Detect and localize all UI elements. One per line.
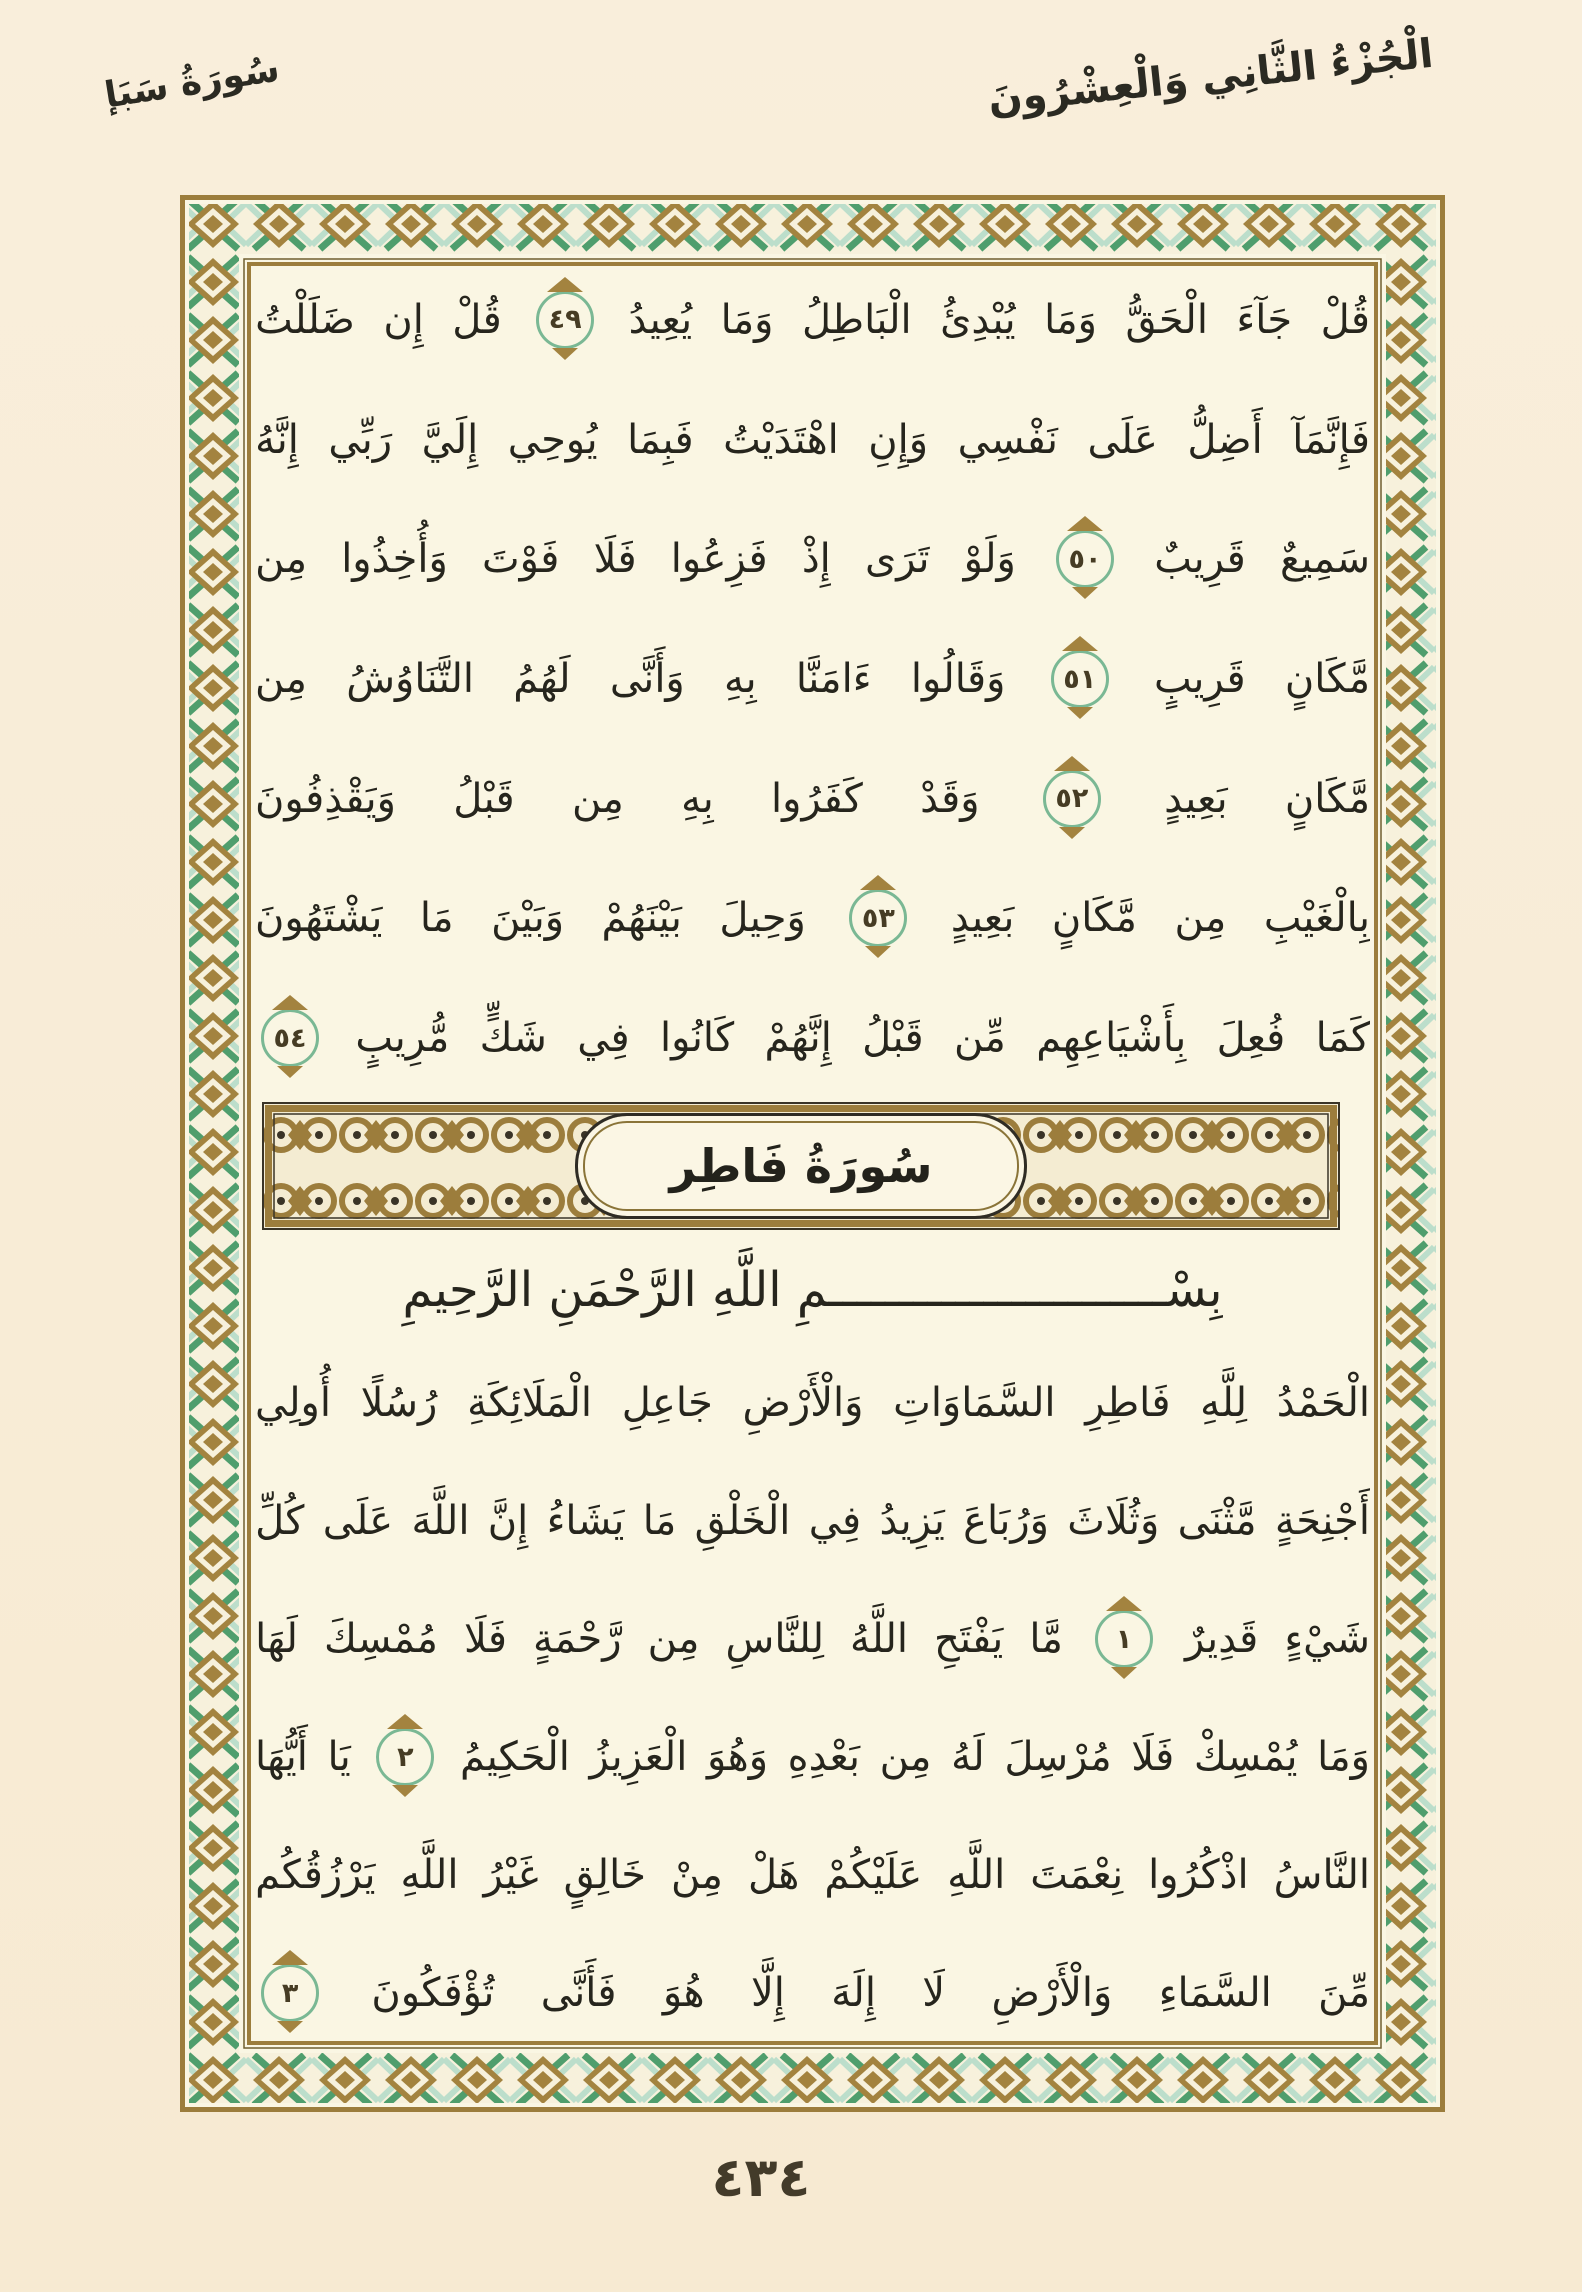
quran-word: قَرِيبٍ — [1154, 656, 1246, 703]
ayah-marker-icon — [261, 1964, 319, 2022]
quran-word: وَبَيْنَ — [491, 895, 565, 942]
quran-word: سَمِيعٌ — [1280, 536, 1370, 583]
quran-word: وَيَقْذِفُونَ — [255, 775, 396, 822]
ayah-number: ٥٠ — [1068, 543, 1102, 575]
ayah-number: ٥٢ — [1055, 783, 1089, 815]
quran-word: يَرْزُقُكُم — [255, 1852, 376, 1898]
quran-word: لِلنَّاسِ — [725, 1616, 825, 1662]
quran-word: قَبْلُ — [453, 775, 515, 822]
quran-word: الْخَلْقِ — [694, 1498, 791, 1544]
quran-word: قَدِيرٌ — [1184, 1616, 1259, 1662]
quran-word: قُلْ — [1320, 296, 1370, 343]
quran-word: يَا — [327, 1734, 351, 1780]
quran-word: يُوحِي — [507, 416, 598, 463]
quran-word: مِن — [571, 775, 624, 822]
quran-line — [255, 1816, 1370, 1934]
quran-word: أَجْنِحَةٍ — [1274, 1498, 1370, 1544]
quran-text-fatir — [255, 1344, 1370, 2052]
quran-line — [255, 739, 1370, 859]
quran-word: السَّمَاءِ — [1158, 1970, 1272, 2016]
quran-word: النَّاسُ — [1273, 1852, 1370, 1898]
quran-word: مُرْسِلَ — [1004, 1734, 1112, 1780]
quran-word: كَانُوا — [660, 1015, 735, 1062]
quran-line — [255, 499, 1370, 619]
quran-word: فَزِعُوا — [670, 536, 768, 583]
quran-word: لَهُمُ — [513, 656, 571, 703]
quran-word: اللَّهُ — [850, 1616, 909, 1662]
surah-title: سُورَةُ فَاطِر — [669, 1139, 933, 1193]
quran-word: مِّن — [953, 1015, 1006, 1062]
quran-word: قَرِيبٌ — [1154, 536, 1246, 583]
quran-word: وَالْأَرْضِ — [742, 1380, 864, 1426]
quran-word: قُلْ — [452, 296, 502, 343]
quran-word: وَالْأَرْضِ — [991, 1970, 1113, 2016]
quran-word: مِّنَ — [1318, 1970, 1370, 2016]
quran-word: اهْتَدَيْتُ — [723, 416, 839, 463]
ayah-number: ٥٤ — [273, 1022, 307, 1054]
ayah-marker-icon — [376, 1728, 434, 1786]
quran-line — [255, 380, 1370, 500]
quran-word: فُعِلَ — [1216, 1015, 1286, 1062]
ayah-marker-icon — [536, 291, 594, 349]
quran-word: بِالْغَيْبِ — [1263, 895, 1370, 942]
quran-word: غَيْرُ — [483, 1852, 539, 1898]
quran-word: مُّرِيبٍ — [355, 1015, 450, 1062]
quran-word: تَرَى — [864, 536, 930, 583]
quran-word: بَعِيدٍ — [950, 895, 1015, 942]
quran-word: كُلِّ — [255, 1498, 305, 1544]
quran-word: يَفْتَحِ — [934, 1616, 1004, 1662]
quran-word: الْحَمْدُ — [1276, 1380, 1370, 1426]
quran-word: فِي — [808, 1498, 862, 1544]
quran-word: عَلَيْكُمْ — [824, 1852, 923, 1898]
quran-word: مَا — [419, 895, 454, 942]
ayah-marker-icon — [1095, 1610, 1153, 1668]
quran-word: عَلَى — [1087, 416, 1158, 463]
quran-word: السَّمَاوَاتِ — [893, 1380, 1056, 1426]
quran-word: الْبَاطِلُ — [801, 296, 912, 343]
quran-word: يُبْدِئُ — [940, 296, 1016, 343]
quran-word: اللَّهِ — [400, 1852, 459, 1898]
quran-word: إِنَّهُمْ — [764, 1015, 832, 1062]
quran-word: يَزِيدُ — [879, 1498, 945, 1544]
quran-word: بِأَشْيَاعِهِم — [1036, 1015, 1187, 1062]
quran-word: إِنَّ — [487, 1498, 529, 1544]
quran-word: فَإِنَّمَآ — [1292, 416, 1370, 463]
quran-word: مِن — [255, 656, 307, 703]
quran-word: مَا — [642, 1498, 677, 1544]
quran-word: لِلَّهِ — [1200, 1380, 1248, 1426]
quran-line — [255, 260, 1370, 380]
quran-word: فَاطِرِ — [1085, 1380, 1171, 1426]
quran-word: مِن — [1174, 895, 1227, 942]
ayah-number: ٣ — [281, 1977, 299, 2009]
surah-title-cartouche — [575, 1113, 1027, 1219]
quran-word: إِنَّهُ — [255, 416, 299, 463]
quran-word: كَفَرُوا — [771, 775, 863, 822]
ayah-marker-icon — [1043, 770, 1101, 828]
ayah-number: ٤٩ — [548, 304, 582, 336]
quran-word: مَّكَانٍ — [1051, 895, 1137, 942]
quran-word: جَآءَ — [1236, 296, 1293, 343]
quran-word: فِي — [577, 1015, 630, 1062]
quran-word: إِلَّا — [750, 1970, 785, 2016]
quran-word: أَضِلُّ — [1187, 416, 1263, 463]
quran-word: نِعْمَتَ — [1030, 1852, 1124, 1898]
quran-word: مَّكَانٍ — [1284, 656, 1370, 703]
quran-word: قَبْلُ — [862, 1015, 924, 1062]
quran-word: بَيْنَهُمْ — [601, 895, 682, 942]
surah-title-banner — [262, 1102, 1340, 1230]
quran-word: يَشَاءُ — [546, 1498, 625, 1544]
quran-word: إِذْ — [801, 536, 831, 583]
quran-word: الْمَلَائِكَةِ — [467, 1380, 593, 1426]
quran-word: بِهِ — [681, 775, 714, 822]
quran-word: بِهِ — [724, 656, 757, 703]
quran-word: وَمَا — [720, 296, 774, 343]
quran-word: اذْكُرُوا — [1148, 1852, 1249, 1898]
quran-word: يَشْتَهُونَ — [255, 895, 383, 942]
quran-word: وَحِيلَ — [719, 895, 806, 942]
quran-word: أَيُّهَا — [255, 1734, 308, 1780]
quran-word: وَأُخِذُوا — [341, 536, 448, 583]
ayah-number: ٥٣ — [861, 902, 895, 934]
quran-text-saba — [255, 260, 1370, 1098]
quran-word: وَأَنَّى — [609, 656, 685, 703]
quran-word: هَلْ — [747, 1852, 800, 1898]
quran-word: وَلَوْ — [963, 536, 1016, 583]
quran-word: وَقَدْ — [920, 775, 980, 822]
quran-word: التَّنَاوُشُ — [346, 656, 474, 703]
quran-word: رَّحْمَةٍ — [532, 1616, 622, 1662]
quran-word: بَعِيدٍ — [1164, 775, 1228, 822]
quran-word: وَقَالُوا — [910, 656, 1006, 703]
quran-word: فَلَا — [463, 1616, 507, 1662]
quran-word: نَفْسِي — [957, 416, 1058, 463]
quran-word: مِنْ — [671, 1852, 723, 1898]
bismillah: بِسْــــــــــــــــــــــــمِ اللَّهِ الرَّحْمَنِ الرَّحِيمِ — [402, 1262, 1223, 1318]
ayah-marker-icon — [261, 1009, 319, 1067]
ayah-number: ٥١ — [1063, 663, 1097, 695]
quran-word: وَهُوَ — [706, 1734, 769, 1780]
quran-word: إِلَيَّ — [421, 416, 479, 463]
quran-word: تُؤْفَكُونَ — [371, 1970, 495, 2016]
surah-name-corner-label: سُورَةُ سَبَإ — [101, 48, 283, 117]
page-number-container — [0, 2146, 1582, 2209]
quran-line — [255, 1344, 1370, 1462]
quran-word: الْحَقُّ — [1125, 296, 1208, 343]
quran-word: لَهَا — [255, 1616, 298, 1662]
quran-word: أُولِي — [255, 1380, 331, 1426]
quran-word: خَالِقٍ — [563, 1852, 647, 1898]
quran-word: إِن — [383, 296, 424, 343]
quran-word: فَلَا — [593, 536, 637, 583]
quran-word: وَمَا — [1044, 296, 1097, 343]
quran-word: يُمْسِكْ — [1193, 1734, 1298, 1780]
quran-word: هُوَ — [662, 1970, 705, 2016]
quran-word: مِن — [647, 1616, 700, 1662]
quran-word: مُمْسِكَ — [323, 1616, 438, 1662]
quran-line — [255, 619, 1370, 739]
quran-word: بَعْدِهِ — [787, 1734, 861, 1780]
quran-word: شَكٍّ — [479, 1015, 547, 1062]
quran-word: وَإِنِ — [868, 416, 929, 463]
ayah-number: ١ — [1115, 1623, 1133, 1655]
quran-word: ضَلَلْتُ — [255, 296, 355, 343]
quran-word: وَمَا — [1317, 1734, 1370, 1780]
quran-word: مَّا — [1029, 1616, 1063, 1662]
quran-line — [255, 1934, 1370, 2052]
quran-word: الْحَكِيمُ — [459, 1734, 570, 1780]
quran-word: رُسُلًا — [360, 1380, 438, 1426]
quran-word: لَا — [922, 1970, 946, 2016]
ayah-marker-icon — [1056, 530, 1114, 588]
quran-word: وَثُلَاثَ — [1067, 1498, 1160, 1544]
quran-word: إِلَهَ — [831, 1970, 876, 2016]
quran-word: شَيْءٍ — [1284, 1616, 1370, 1662]
quran-word: فَوْتَ — [481, 536, 560, 583]
quran-word: مَّثْنَى — [1177, 1498, 1257, 1544]
quran-word: يُعِيدُ — [628, 296, 693, 343]
quran-word: فَأَنَّى — [540, 1970, 617, 2016]
quran-word: مِن — [879, 1734, 932, 1780]
quran-word: وَرُبَاعَ — [963, 1498, 1049, 1544]
quran-word: الْعَزِيزُ — [589, 1734, 688, 1780]
quran-word: مِن — [255, 536, 307, 583]
quran-word: كَمَا — [1315, 1015, 1370, 1062]
quran-line — [255, 978, 1370, 1098]
quran-line — [255, 1698, 1370, 1816]
quran-word: فَلَا — [1131, 1734, 1175, 1780]
ayah-marker-icon — [849, 889, 907, 947]
page-number: ٤٣٤ — [711, 2146, 811, 2209]
quran-word: رَبِّي — [328, 416, 393, 463]
ayah-marker-icon — [1051, 650, 1109, 708]
quran-word: فَبِمَا — [627, 416, 694, 463]
quran-word: اللَّهِ — [947, 1852, 1006, 1898]
juz-corner-label: الْجُزْءُ الثَّانِي وَالْعِشْرُونَ — [985, 30, 1436, 124]
quran-word: ءَامَنَّا — [795, 656, 872, 703]
quran-word: جَاعِلِ — [621, 1380, 713, 1426]
quran-word: اللَّهَ — [411, 1498, 470, 1544]
quran-word: عَلَى — [322, 1498, 394, 1544]
quran-line — [255, 1580, 1370, 1698]
ayah-number: ٢ — [397, 1741, 414, 1773]
quran-word: مَّكَانٍ — [1284, 775, 1370, 822]
quran-line — [255, 859, 1370, 979]
quran-line — [255, 1462, 1370, 1580]
quran-word: لَهُ — [951, 1734, 985, 1780]
